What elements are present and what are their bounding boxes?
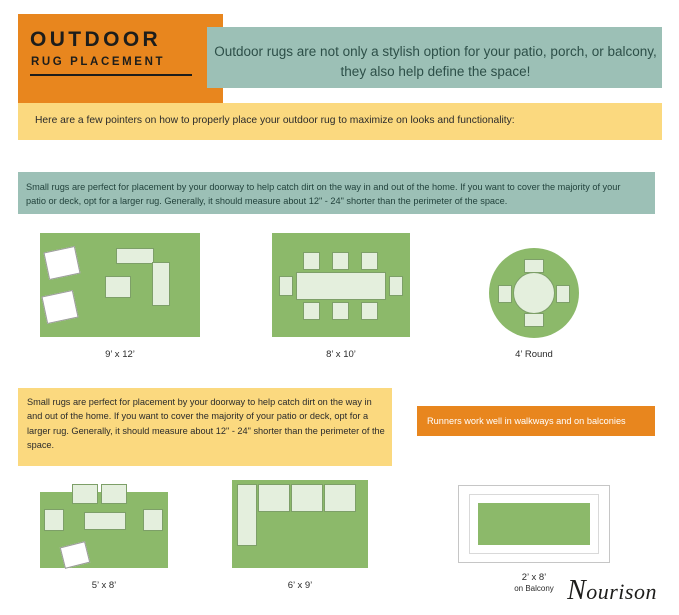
chair-bottom-2 [332,302,349,320]
chair-left [44,509,64,531]
chair-bottom [524,313,544,327]
brand-logo [567,575,657,607]
chair-bottom-1 [303,302,320,320]
sofa-right [152,262,170,306]
diagram-caption: 8’ x 10’ [326,349,356,360]
page-subtitle: RUG PLACEMENT [31,56,166,68]
runner-rug-shape [478,503,590,545]
runner-note-text: Runners work well in walkways and on balconies [427,416,626,426]
chair-top-1 [303,252,320,270]
diagram-caption: 9’ x 12’ [105,349,135,360]
sectional-seat-3 [324,484,356,512]
sofa-top-1 [72,484,98,504]
sectional-left-arm [237,484,257,546]
sofa-top [116,248,154,264]
page-title: OUTDOOR [30,28,162,51]
logo-name: ourison [586,579,657,604]
diagram-caption: 6’ x 9’ [287,580,313,591]
teal-banner-text: Outdoor rugs are not only a stylish option for your patio, porch, or balcony, they also help define the space! [214,44,657,80]
yellow-banner-text: Here are a few pointers on how to properly place your outdoor rug to maximize on looks and functionality: [35,115,515,126]
chair-right [389,276,403,296]
chair-top-2 [332,252,349,270]
logo-initial: N [567,575,587,606]
sectional-seat-1 [258,484,290,512]
coffee-table [84,512,126,530]
diagram-caption: 5’ x 8’ [91,580,117,591]
dining-table [296,272,386,300]
round-table [513,272,555,314]
diagram-caption-sub: on Balcony [514,584,554,593]
chair-right [143,509,163,531]
chair-top [524,259,544,273]
diagram-caption: 2’ x 8’ on Balcony [458,572,610,593]
chair-top-3 [361,252,378,270]
section2-text: Small rugs are perfect for placement by your doorway to help catch dirt on the way in and out of the home. If you want to cover the majority of your patio or deck, opt for a larger rug. Generally, it should measure about 12" - 24" shorter than the perimeter of the space. [27,397,385,450]
sectional-seat-2 [291,484,323,512]
chair-left [498,285,512,303]
chair-left [279,276,293,296]
title-divider [30,74,192,76]
sofa-top-2 [101,484,127,504]
chair-bottom-3 [361,302,378,320]
diagram-caption: 4’ Round [515,349,553,360]
section1-text: Small rugs are perfect for placement by your doorway to help catch dirt on the way in and out of the home. If you want to cover the majority of your patio or deck, opt for a larger rug. Generally, it should measure about 12" - 24" shorter than the perimeter of the space. [26,182,621,207]
chair-right [556,285,570,303]
coffee-table [105,276,131,298]
